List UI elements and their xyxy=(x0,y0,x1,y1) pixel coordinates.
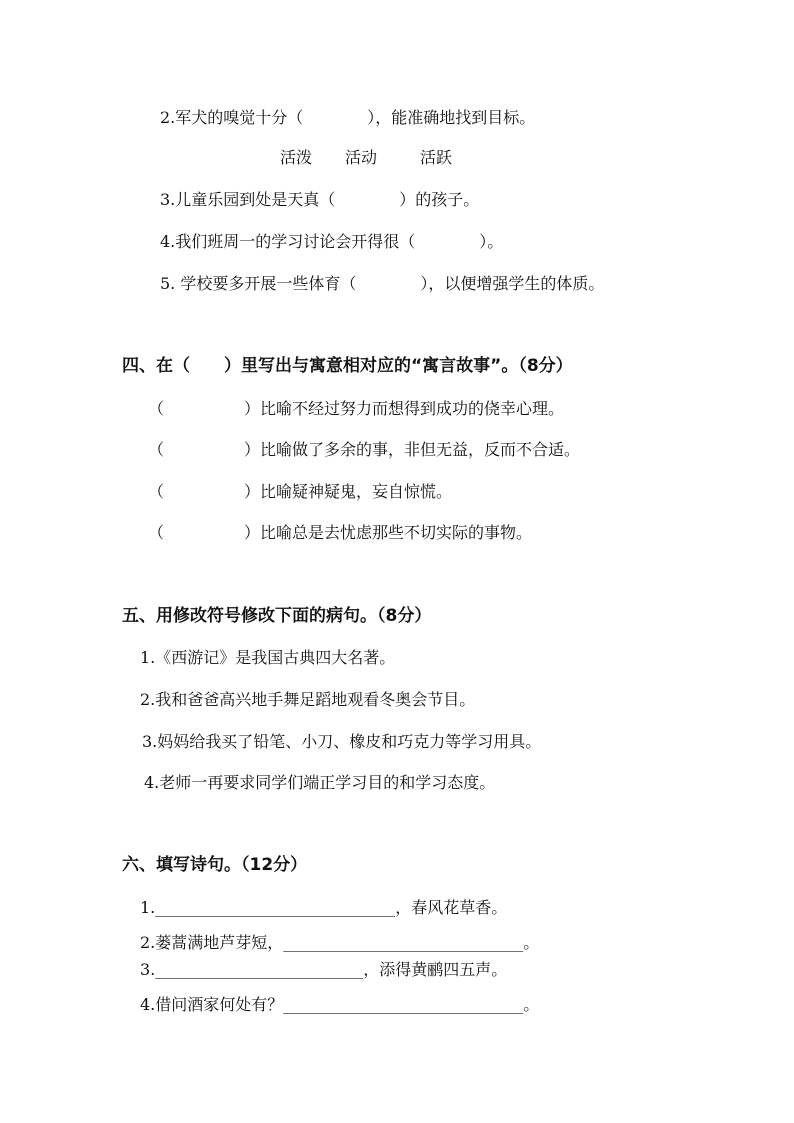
section6-item: 4.借问酒家何处有？______________________________。 xyxy=(140,995,540,1014)
word-option: 活跃 xyxy=(420,148,453,167)
section3-item-4: 4.我们班周一的学习讨论会开得很（ ）。 xyxy=(160,232,504,251)
word-option: 活动 xyxy=(345,148,378,167)
section3-item-5: 5. 学校要多开展一些体育（ ），以便增强学生的体质。 xyxy=(160,274,605,293)
section5-item: 3.妈妈给我买了铅笔、小刀、橡皮和巧克力等学习用具。 xyxy=(142,732,542,751)
section4-item: （ ）比喻总是去忧虑那些不切实际的事物。 xyxy=(148,523,533,542)
section3-item-2: 2.军犬的嗅觉十分（ ），能准确地找到目标。 xyxy=(160,108,536,127)
section6-heading: 六、填写诗句。（12分） xyxy=(122,855,308,875)
word-option: 活泼 xyxy=(280,148,313,167)
section4-item: （ ）比喻做了多余的事，非但无益，反而不合适。 xyxy=(148,440,581,459)
section6-item: 1.______________________________，春风花草香。 xyxy=(140,898,508,917)
section5-item: 2.我和爸爸高兴地手舞足蹈地观看冬奥会节目。 xyxy=(140,690,476,709)
section4-item: （ ）比喻不经过努力而想得到成功的侥幸心理。 xyxy=(148,399,565,418)
section3-item-3: 3.儿童乐园到处是天真（ ）的孩子。 xyxy=(160,190,480,209)
section4-heading: 四、在（ ）里写出与寓意相对应的“寓言故事”。（8分） xyxy=(122,356,573,376)
section4-item: （ ）比喻疑神疑鬼，妄自惊慌。 xyxy=(148,482,453,501)
section6-item: 2.蒌蒿满地芦芽短，______________________________。 xyxy=(140,933,540,952)
section5-heading: 五、用修改符号修改下面的病句。（8分） xyxy=(122,606,432,626)
section6-item: 3.__________________________，添得黄鹂四五声。 xyxy=(140,960,508,979)
section5-item: 1.《西游记》是我国古典四大名著。 xyxy=(140,648,396,667)
section5-item: 4.老师一再要求同学们端正学习目的和学习态度。 xyxy=(144,773,496,792)
